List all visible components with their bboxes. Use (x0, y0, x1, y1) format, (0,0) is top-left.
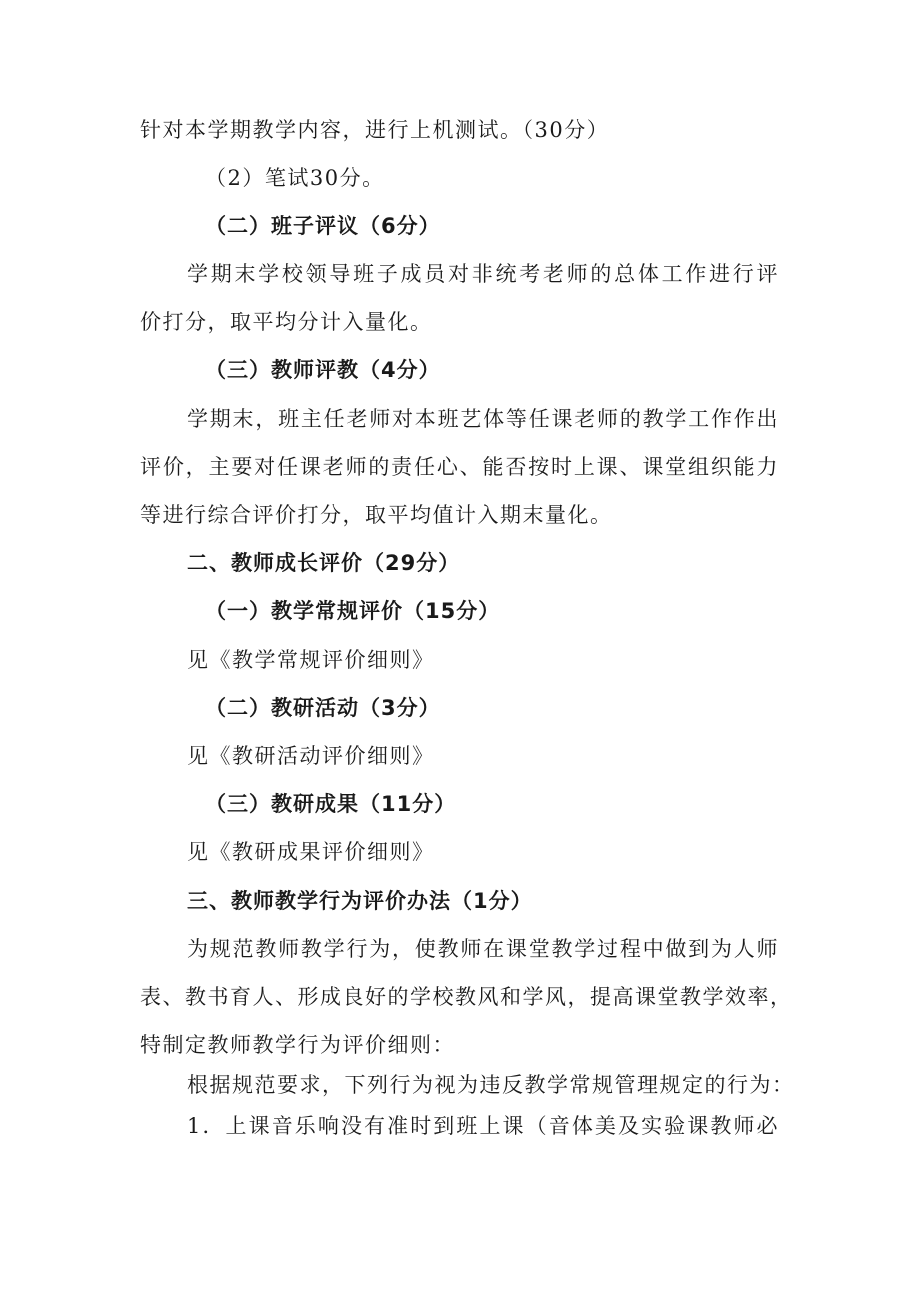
subsection-heading: （二）教研活动（3分） (205, 696, 441, 720)
paragraph-line: 价打分，取平均分计入量化。 (140, 310, 433, 334)
paragraph-line: 学期末学校领导班子成员对非统考老师的总体工作进行评 (187, 262, 779, 286)
paragraph-line: 见《教研活动评价细则》 (187, 744, 435, 768)
paragraph-line: 根据规范要求，下列行为视为违反教学常规管理规定的行为： (187, 1073, 795, 1097)
paragraph-line: 等进行综合评价打分，取平均值计入期末量化。 (140, 503, 613, 527)
paragraph-line: 见《教学常规评价细则》 (187, 648, 435, 672)
subsection-heading: （二）班子评议（6分） (205, 214, 441, 238)
paragraph-line: 1．上课音乐响没有准时到班上课（音体美及实验课教师必 (187, 1114, 779, 1138)
subsection-heading: （三）教研成果（11分） (205, 792, 457, 816)
paragraph-line: 评价，主要对任课老师的责任心、能否按时上课、课堂组织能力 (140, 455, 779, 479)
paragraph-line: 针对本学期教学内容，进行上机测试。（30分） (140, 118, 610, 142)
paragraph-line: 特制定教师教学行为评价细则： (140, 1033, 455, 1057)
paragraph-line: 为规范教师教学行为，使教师在课堂教学过程中做到为人师 (187, 937, 779, 961)
section-heading: 二、教师成长评价（29分） (187, 551, 461, 575)
section-heading: 三、教师教学行为评价办法（1分） (187, 889, 533, 913)
paragraph-line: 见《教研成果评价细则》 (187, 840, 435, 864)
paragraph-line: 学期末，班主任老师对本班艺体等任课老师的教学工作作出 (187, 407, 779, 431)
paragraph-line: 表、教书育人、形成良好的学校教风和学风，提高课堂教学效率， (140, 985, 793, 1009)
paragraph-line: （2）笔试30分。 (205, 166, 385, 190)
subsection-heading: （三）教师评教（4分） (205, 358, 441, 382)
subsection-heading: （一）教学常规评价（15分） (205, 599, 501, 623)
